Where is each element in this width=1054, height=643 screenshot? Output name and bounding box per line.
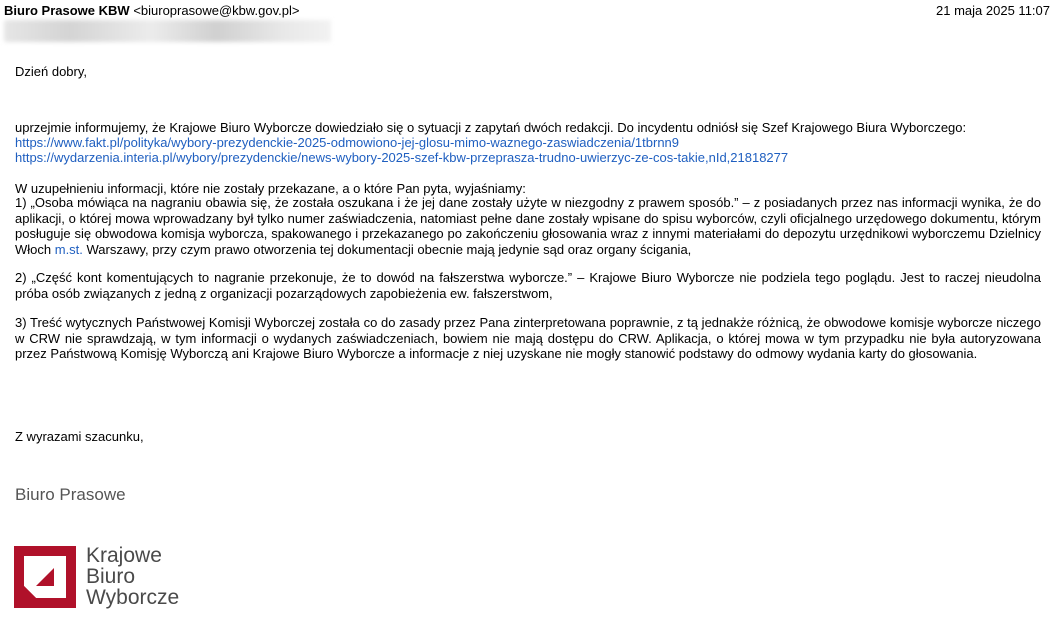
article-link-fakt[interactable]: https://www.fakt.pl/polityka/wybory-prezydenckie-2025-odmowiono-jej-glosu-mimo-waznego-zaswiadczenia/1tbrnn9 — [15, 135, 680, 150]
kbw-logo — [14, 545, 184, 615]
kbw-logo-mark — [14, 546, 76, 608]
point-2: 2) „Część kont komentujących to nagranie przekonuje, że to dowód na fałszerstwa wyborcze.” – Krajowe Biuro Wyborcze nie podziela tego poglądu. Jest to raczej nieudolna próba osób związanych z jedną z organizacji pozarządowych zapobieżenia ew. fałszerstwom, — [15, 270, 1041, 301]
kbw-logo-text — [86, 545, 179, 608]
sender-name[interactable]: Biuro Prasowe KBW — [4, 3, 130, 18]
closing: Z wyrazami szacunku, — [15, 429, 144, 444]
logo-line-3: Wyborcze — [86, 586, 180, 609]
message-date: 21 maja 2025 11:07 — [936, 3, 1050, 18]
redacted-recipients — [4, 20, 331, 42]
greeting: Dzień dobry, — [15, 64, 88, 79]
point-3: 3) Treść wytycznych Państwowej Komisji Wyborczej została co do zasady przez Pana zinterpretowana poprawnie, z tą jednakże różnicą, że obwodowe komisje wyborcze niczego w CRW nie sprawdzają, w tym informacji o wydanych zaświadczeniach, bowiem nie mają dostępu do CRW. Aplikacja, o której mowa w tym przypadku nie była autoryzowana przez Państwową Komisję Wyborczą ani Krajowe Biuro Wyborcze a informacje z niej uzyskane nie mogły stanowić podstawy do odmowy wydania karty do głosowania. — [15, 315, 1041, 362]
point-1 — [15, 195, 1041, 257]
article-link-interia[interactable]: https://wydarzenia.interia.pl/wybory/prezydenckie/news-wybory-2025-szef-kbw-przeprasza-trudno-uwierzyc-ze-cos-takie,nId,21818277 — [15, 150, 789, 165]
point-1-text-b: Warszawy, przy czym prawo otworzenia tej dokumentacji obecnie mają jedynie sąd oraz organy ścigania, — [82, 241, 692, 257]
supplement-text: W uzupełnieniu informacji, które nie zostały przekazane, a o które Pan pyta, wyjaśniamy: — [15, 181, 526, 196]
point-1-text-a: 1) „Osoba mówiąca na nagraniu obawia się, że została oszukana i że jej dane zostały użyte w niezgodny z prawem sposób.” – z posiadanych przez nas informacji wynika, że do aplikacji, o której mowa wprowadzany był tylko numer zaświadczenia, natomiast pełne dane zostały wpisane do spisu wyborców, czyli oficjalnego urzędowego dokumentu, którym posługuje się obwodowa komisja wyborcza, spakowanego i przekazanego po zakończeniu głosowania wraz z innymi materiałami do depozytu urzędnikowi wyborczemu Dzielnicy Włoch — [15, 195, 1041, 257]
sender-email[interactable]: <biuroprasowe@kbw.gov.pl> — [133, 3, 300, 18]
sender[interactable] — [4, 3, 299, 18]
mst-link[interactable]: m.st. — [54, 241, 83, 257]
logo-line-2: Biuro — [86, 565, 136, 588]
logo-line-1: Krajowe — [86, 544, 162, 567]
intro-text: uprzejmie informujemy, że Krajowe Biuro Wyborcze dowiedziało się o sytuacji z zapytań dwóch redakcji. Do incydentu odniósł się Szef Krajowego Biura Wyborczego: — [15, 120, 967, 135]
signature-name: Biuro Prasowe — [15, 485, 126, 504]
message-header — [4, 3, 1050, 21]
